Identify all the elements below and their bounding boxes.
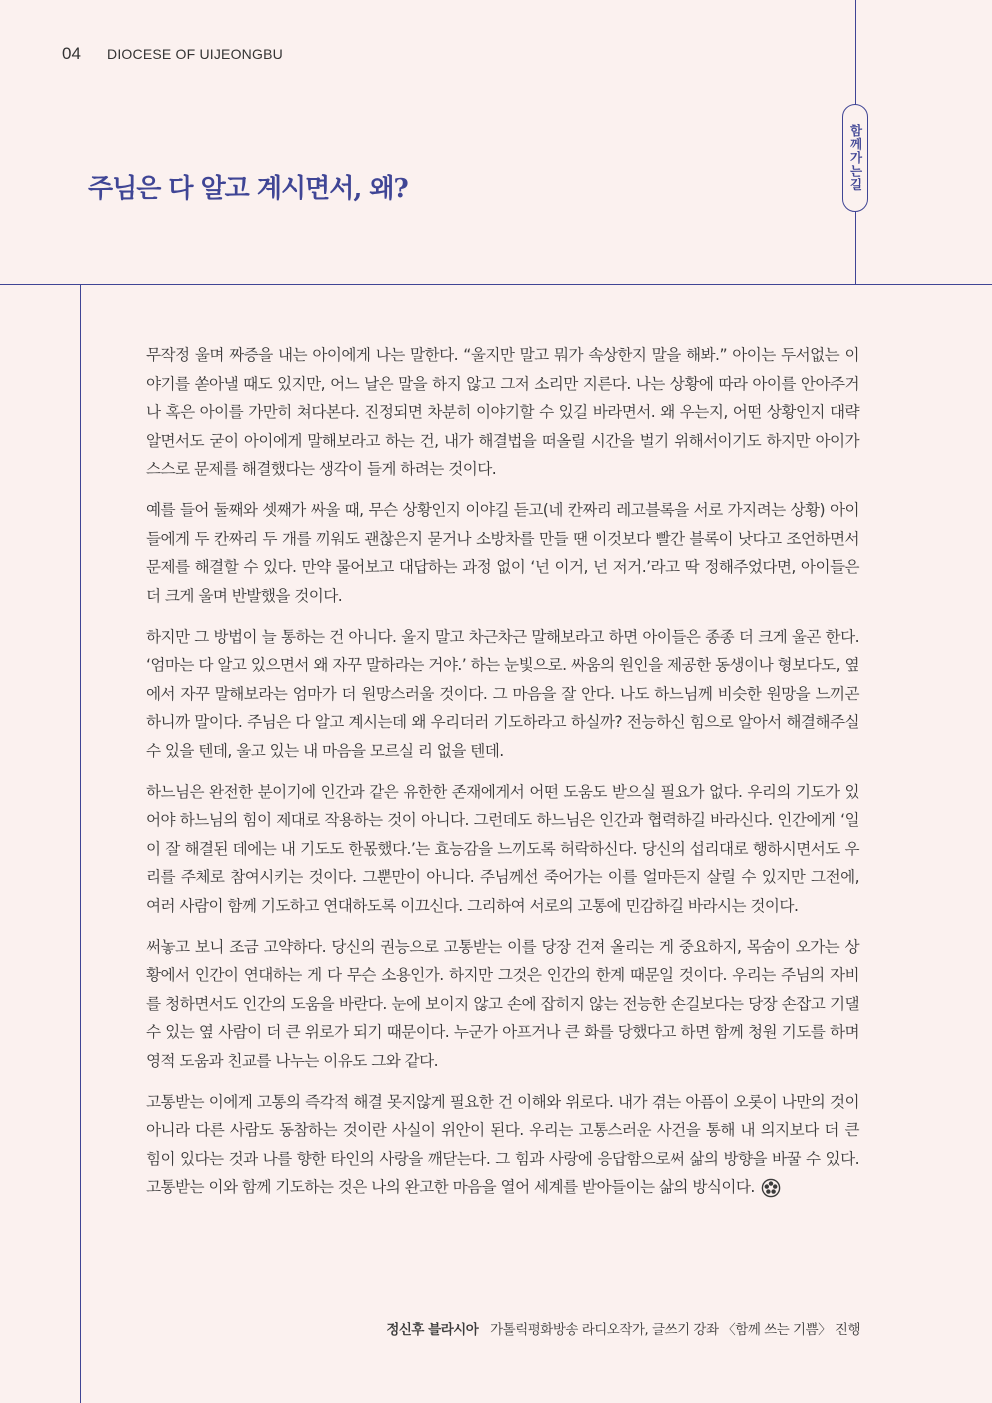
author-credit: [386, 1318, 860, 1338]
publication-name: DIOCESE OF UIJEONGBU: [107, 46, 283, 62]
author-description: 가톨릭평화방송 라디오작가, 글쓰기 강좌 〈함께 쓰는 기쁨〉 진행: [490, 1322, 860, 1338]
page-number: 04: [62, 44, 81, 63]
header-divider-line: [0, 284, 992, 285]
article-title: 주님은 다 알고 계시면서, 왜?: [88, 174, 408, 204]
section-tab: [842, 104, 868, 212]
section-tab-label: 함께가는길: [848, 124, 863, 192]
last-paragraph: [146, 1088, 859, 1202]
paragraph: 무작정 울며 짜증을 내는 아이에게 나는 말한다. “울지만 말고 뭐가 속상한지 말을 해봐.” 아이는 두서없는 이야기를 쏟아낼 때도 있지만, 어느 날은 말을 하지 않고 그저 소리만 지른다. 나는 상황에 따라 아이를 안아주거나 혹은 아이를 가만히 쳐다본다. 진정되면 차분히 이야기할 수 있길 바라면서. 왜 우는지, 어떤 상황인지 대략 알면서도 굳이 아이에게 말해보라고 하는 건, 내가 해결법을 떠올릴 시간을 벌기 위해서이기도 하지만 아이가 스스로 문제를 해결했다는 생각이 들게 하려는 것이다.: [146, 346, 859, 478]
paragraph-text: 고통받는 이에게 고통의 즉각적 해결 못지않게 필요한 건 이해와 위로다. 내가 겪는 아픔이 오롯이 나만의 것이 아니라 다른 사람도 동참하는 것이란 사실이 위안이 된다. 우리는 고통스러운 사건을 통해 내 의지보다 더 큰 힘이 있다는 것과 나를 향한 타인의 사랑을 깨닫는다. 그 힘과 사랑에 응답함으로써 삶의 방향을 바꿀 수 있다. 고통받는 이와 함께 기도하는 것은 나의 완고한 마음을 열어 세계를 받아들이는 삶의 방식이다.: [146, 1092, 859, 1197]
article-body: [146, 341, 859, 1215]
paragraph: 써놓고 보니 조금 고약하다. 당신의 권능으로 고통받는 이를 당장 건져 올리는 게 중요하지, 목숨이 오가는 상황에서 인간이 연대하는 게 다 무슨 소용인가. 하지만 그것은 인간의 한계 때문일 것이다. 우리는 주님의 자비를 청하면서도 인간의 도움을 바란다. 눈에 보이지 않고 손에 잡히지 않는 전능한 손길보다는 당장 손잡고 기댈 수 있는 옆 사람이 더 큰 위로가 되기 때문이다. 누군가 아프거나 큰 화를 당했다고 하면 함께 청원 기도를 하며 영적 도움과 친교를 나누는 이유도 그와 같다.: [146, 937, 859, 1070]
left-margin-line: [80, 284, 81, 1403]
paragraph: 예를 들어 둘째와 셋째가 싸울 때, 무슨 상황인지 이야길 듣고(네 칸짜리 레고블록을 서로 가지려는 상황) 아이들에게 두 칸짜리 두 개를 끼워도 괜찮은지 묻거나 소방차를 만들 땐 이것보다 빨간 블록이 낫다고 조언하면서 문제를 해결할 수 있다. 만약 물어보고 대답하는 과정 없이 ‘넌 이거, 넌 저거.’라고 딱 정해주었다면, 아이들은 더 크게 울며 반발했을 것이다.: [146, 501, 859, 605]
running-header: [62, 44, 283, 64]
flower-end-mark-icon: [761, 1178, 781, 1198]
paragraph: 하지만 그 방법이 늘 통하는 건 아니다. 울지 말고 차근차근 말해보라고 하면 아이들은 종종 더 크게 울곤 한다. ‘엄마는 다 알고 있으면서 왜 자꾸 말하라는 거야.’ 하는 눈빛으로. 싸움의 원인을 제공한 동생이나 형보다도, 옆에서 자꾸 말해보라는 엄마가 더 원망스러울 것이다. 그 마음을 잘 안다. 나도 하느님께 비슷한 원망을 느끼곤 하니까 말이다. 주님은 다 알고 계시는데 왜 우리더러 기도하라고 하실까? 전능하신 힘으로 알아서 해결해주실 수 있을 텐데, 울고 있는 내 마음을 모르실 리 없을 텐데.: [146, 627, 859, 760]
paragraph: 하느님은 완전한 분이기에 인간과 같은 유한한 존재에게서 어떤 도움도 받으실 필요가 없다. 우리의 기도가 있어야 하느님의 힘이 제대로 작용하는 것이 아니다. 그런데도 하느님은 인간과 협력하길 바라신다. 인간에게 ‘일이 잘 해결된 데에는 내 기도도 한몫했다.’는 효능감을 느끼도록 허락하신다. 당신의 섭리대로 행하시면서도 우리를 주체로 참여시키는 것이다. 그뿐만이 아니다. 주님께선 죽어가는 이를 얼마든지 살릴 수 있지만 그전에, 여러 사람이 함께 기도하고 연대하도록 이끄신다. 그리하여 서로의 고통에 민감하길 바라시는 것이다.: [146, 782, 859, 915]
author-name: 정신후 블라시아: [386, 1322, 479, 1338]
